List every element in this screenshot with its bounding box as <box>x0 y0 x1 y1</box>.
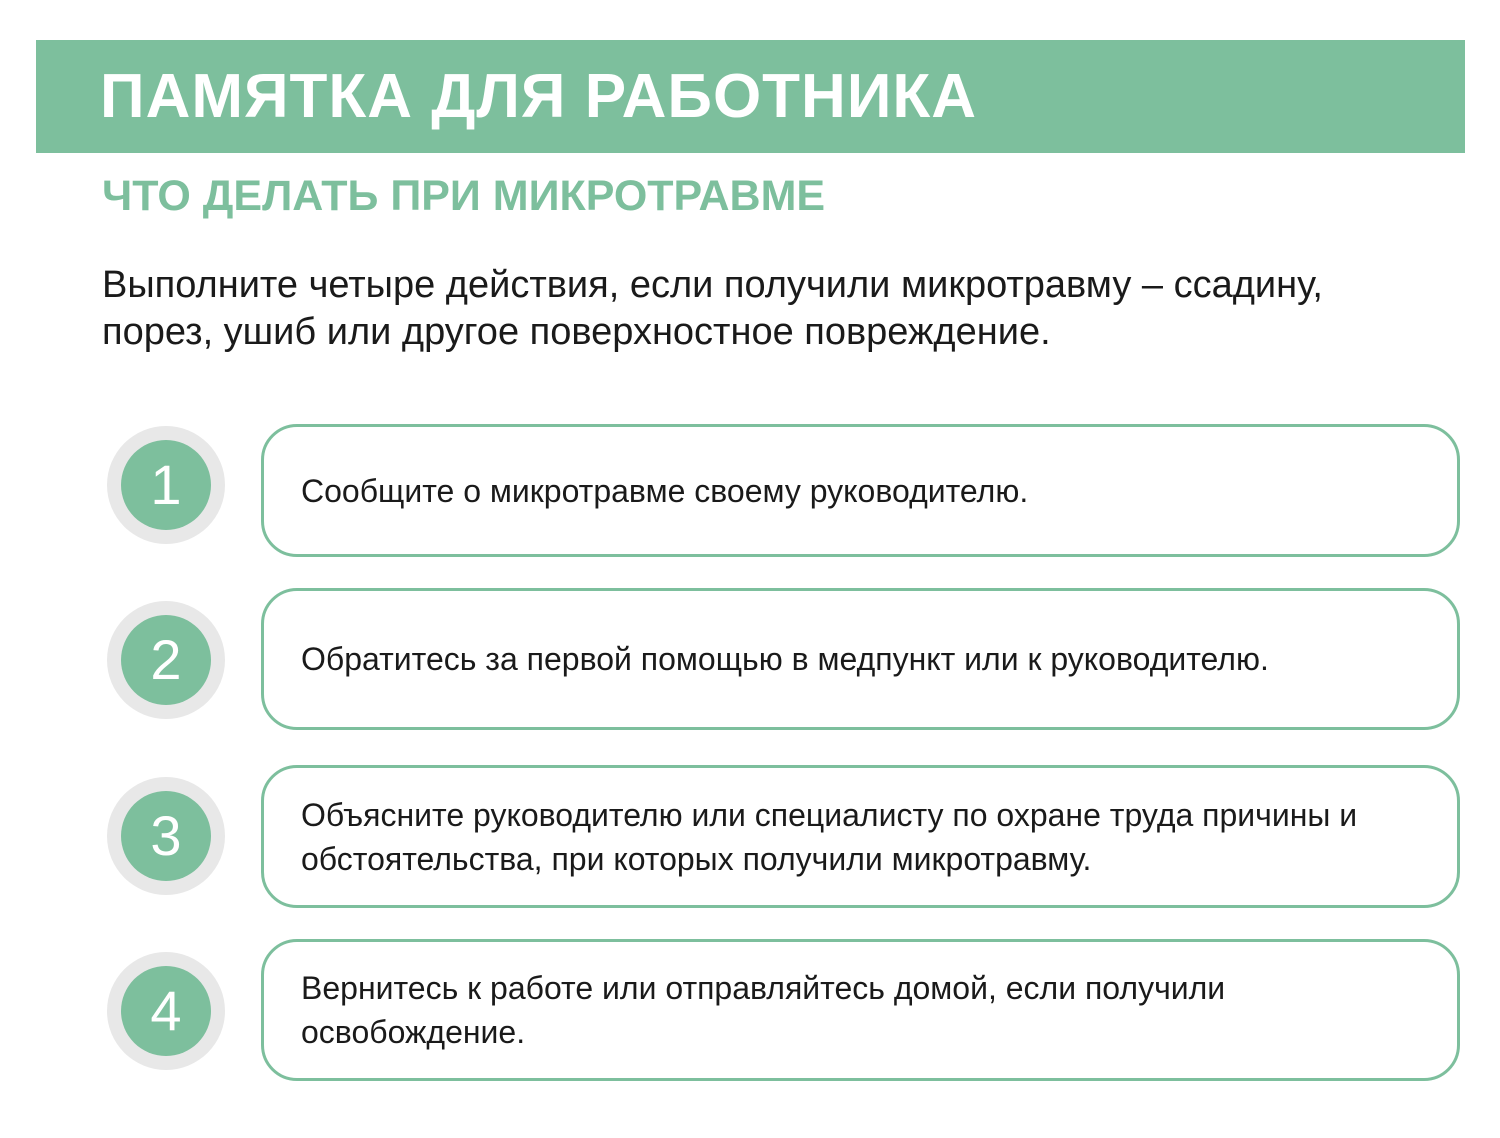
step-box <box>261 765 1460 908</box>
step-number-badge <box>107 601 225 719</box>
step-number: 2 <box>121 615 211 705</box>
step-text: Вернитесь к работе или отправляйтесь домой, если получили освобождение. <box>301 970 1226 1050</box>
step-number: 3 <box>121 791 211 881</box>
section-subtitle: ЧТО ДЕЛАТЬ ПРИ МИКРОТРАВМЕ <box>102 172 826 220</box>
step-text: Обратитесь за первой помощью в медпункт или к руководителю. <box>301 641 1269 677</box>
step-text: Объясните руководителю или специалисту по охране труда причины и обстоятельства, при которых получили микротравму. <box>301 796 1358 877</box>
step-number-badge <box>107 952 225 1070</box>
page-title: ПАМЯТКА ДЛЯ РАБОТНИКА <box>100 62 978 131</box>
header-band <box>36 40 1465 153</box>
step-box <box>261 424 1460 557</box>
intro-text: Выполните четыре действия, если получили микротравму – ссадину, порез, ушиб или другое поверхностное повреждение. <box>102 264 1323 353</box>
step-number: 4 <box>121 966 211 1056</box>
step-text: Сообщите о микротравме своему руководителю. <box>301 472 1029 509</box>
step-box <box>261 939 1460 1081</box>
step-number-badge <box>107 777 225 895</box>
step-box <box>261 588 1460 730</box>
step-number-badge <box>107 426 225 544</box>
step-number: 1 <box>121 440 211 530</box>
